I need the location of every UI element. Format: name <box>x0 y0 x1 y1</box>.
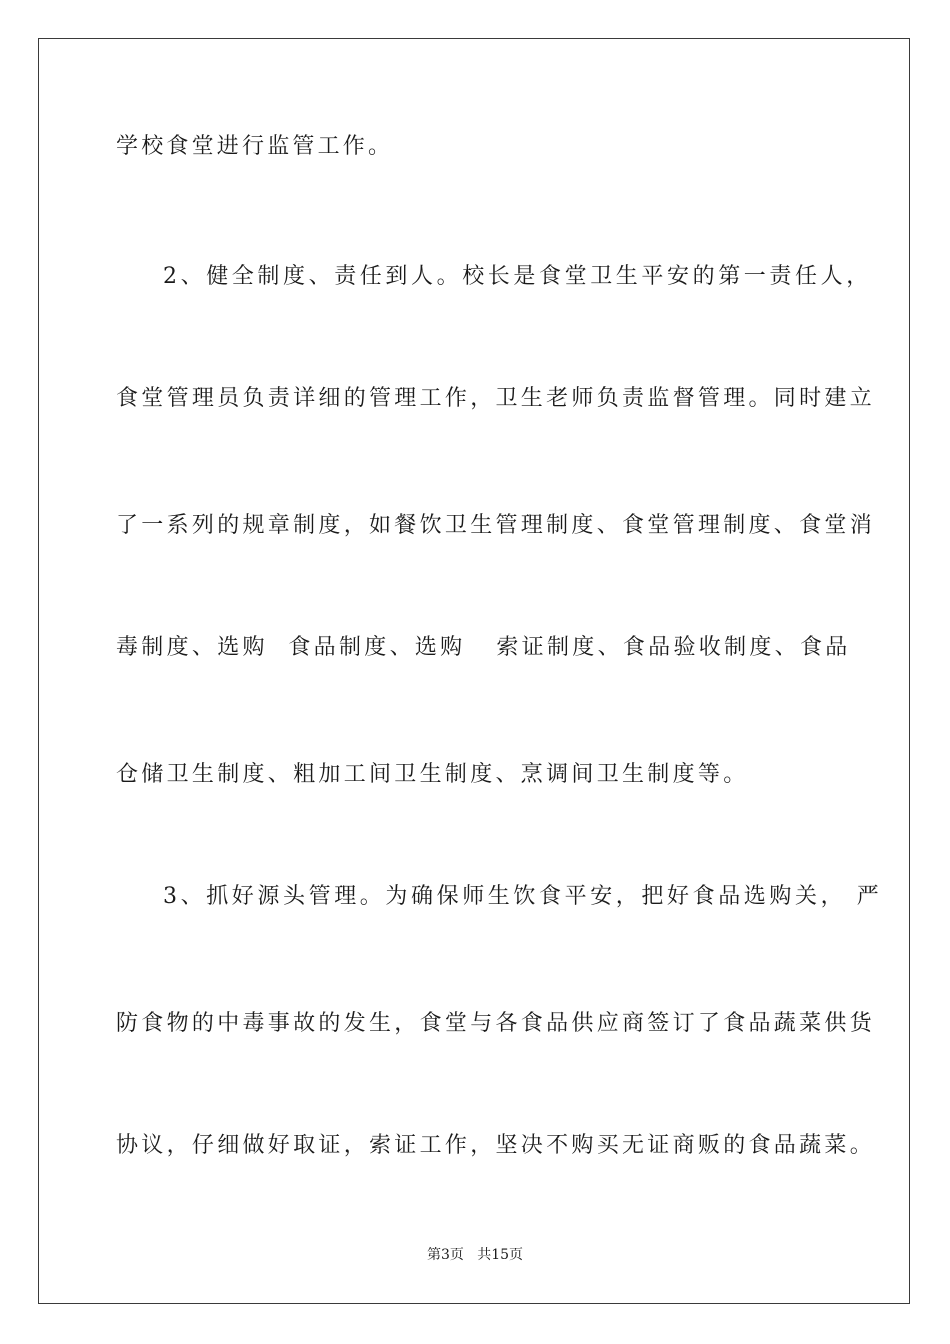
paragraph-line-4: 了一系列的规章制度，如餐饮卫生管理制度、食堂管理制度、食堂消 <box>116 513 876 538</box>
paragraph-line-3: 食堂管理员负责详细的管理工作，卫生老师负责监督管理。同时建立 <box>116 386 876 411</box>
paragraph-line-8: 防食物的中毒事故的发生，食堂与各食品供应商签订了食品蔬菜供货 <box>116 1011 876 1036</box>
page-number-footer: 第3页 共15页 <box>426 1247 524 1263</box>
paragraph-line-9: 协议，仔细做好取证，索证工作，坚决不购买无证商贩的食品蔬菜。 <box>116 1133 876 1158</box>
paragraph-line-1: 学校食堂进行监管工作。 <box>116 134 394 159</box>
paragraph-line-5: 毒制度、选购 食品制度、选购 索证制度、食品验收制度、食品 <box>116 635 851 660</box>
paragraph-line-6: 仓储卫生制度、粗加工间卫生制度、烹调间卫生制度等。 <box>116 762 749 787</box>
paragraph-line-2: 2、健全制度、责任到人。校长是食堂卫生平安的第一责任人， <box>163 264 872 289</box>
page-border <box>38 38 910 1304</box>
paragraph-line-7: 3、抓好源头管理。为确保师生饮食平安，把好食品选购关， 严 <box>163 884 883 909</box>
